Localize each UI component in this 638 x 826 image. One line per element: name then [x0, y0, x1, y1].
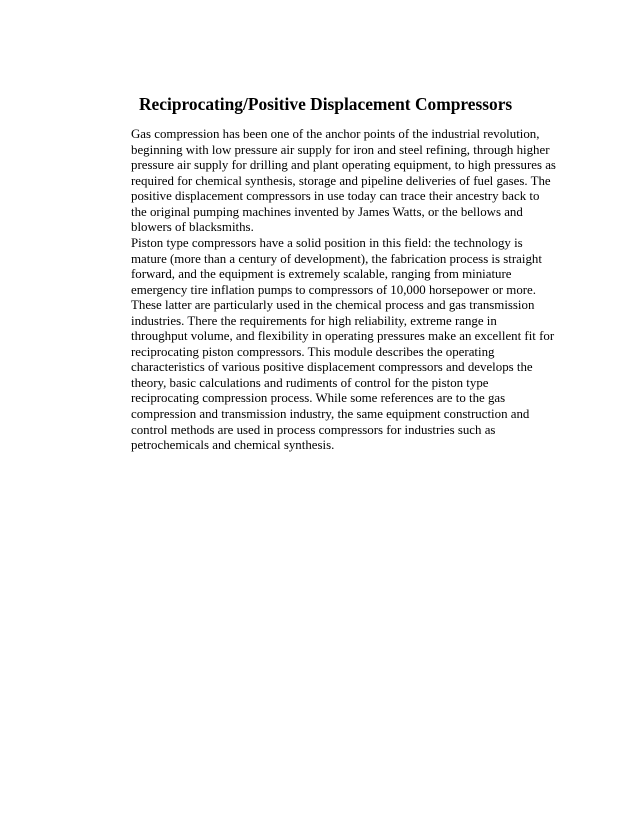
- paragraph-line: theory, basic calculations and rudiments of control for the piston type: [131, 375, 489, 390]
- paragraph-line: positive displacement compressors in use today can trace their ancestry back to: [131, 189, 540, 204]
- paragraph-line: emergency tire inflation pumps to compressors of 10,000 horsepower or more.: [131, 282, 537, 297]
- paragraph-line: beginning with low pressure air supply for iron and steel refining, through higher: [131, 142, 550, 157]
- document-title: Reciprocating/Positive Displacement Compressors: [139, 94, 513, 114]
- paragraph-line: compression and transmission industry, the same equipment construction and: [131, 407, 530, 422]
- paragraph-line: control methods are used in process compressors for industries such as: [131, 422, 496, 437]
- intro-paragraph: [131, 127, 561, 236]
- paragraph-line: reciprocating compression process. While some references are to the gas: [131, 391, 506, 406]
- paragraph-line: blowers of blacksmiths.: [131, 220, 254, 235]
- paragraph-line: pressure air supply for drilling and plant operating equipment, to high pressures as: [131, 158, 556, 173]
- paragraph-line: reciprocating piston compressors. This module describes the operating: [131, 344, 495, 359]
- paragraph-line: These latter are particularly used in the chemical process and gas transmission: [131, 298, 535, 313]
- paragraph-line: Piston type compressors have a solid position in this field: the technology is: [131, 236, 523, 250]
- paragraph-line: the original pumping machines invented by James Watts, or the bellows and: [131, 204, 523, 219]
- paragraph-line: required for chemical synthesis, storage and pipeline deliveries of fuel gases. The: [131, 173, 551, 188]
- piston-compressors-paragraph: [131, 236, 561, 454]
- paragraph-line: mature (more than a century of development), the fabrication process is straight: [131, 251, 542, 266]
- paragraph-line: throughput volume, and flexibility in operating pressures make an excellent fit for: [131, 329, 555, 344]
- paragraph-line: industries. There the requirements for high reliability, extreme range in: [131, 313, 497, 328]
- paragraph-line: Gas compression has been one of the anchor points of the industrial revolution,: [131, 127, 540, 141]
- paragraph-line: forward, and the equipment is extremely scalable, ranging from miniature: [131, 267, 512, 282]
- paragraph-line: characteristics of various positive displacement compressors and develops the: [131, 360, 533, 375]
- paragraph-line: petrochemicals and chemical synthesis.: [131, 438, 335, 453]
